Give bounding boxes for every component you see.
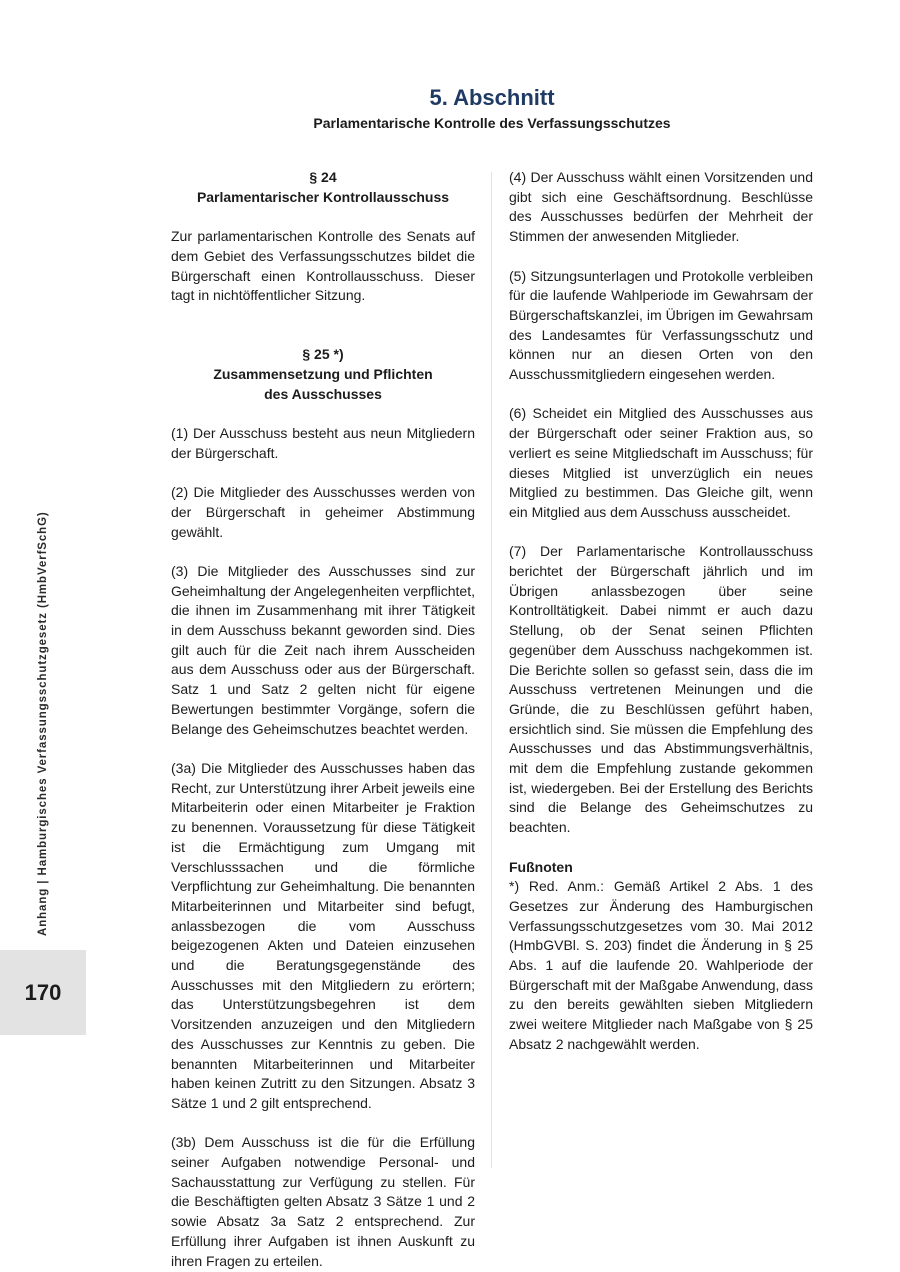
paragraph-3a: (3a) Die Mitglieder des Ausschusses haben das Recht, zur Unterstützung ihrer Arbeit jeweils eine Mitarbeiterin oder einen Mitarbeiter je Fraktion zu benennen. Voraussetzung für diese Tätigkeit ist die Ermächtigung zum Umgang mit Verschlusssachen und die förmliche Verpflichtung zur Geheimhaltung. Die benannten Mitarbeiterinnen und Mitarbeiter sind befugt, anlassbezogen die vom Ausschuss beigezogenen Akten und Dateien einzusehen und die Beratungsgegenstände des Ausschusses mit den Mitgliedern zu erörtern; das Unterstützungsbegehren ist dem Vorsitzenden anzuzeigen und den Mitgliedern des Ausschusses zur Kenntnis zu geben. Die benannten Mitarbeiterinnen und Mitarbeiter haben keinen Zutritt zu den Sitzungen. Absatz 3 Sätze 1 und 2 gilt entsprechend. <box>171 759 475 1111</box>
section-number: 5. Abschnitt <box>429 85 555 110</box>
section-title: Parlamentarische Kontrolle des Verfassungsschutzes <box>313 115 671 131</box>
page-number-box <box>0 950 86 1035</box>
section-25-heading <box>171 345 475 404</box>
section-24-heading <box>171 168 475 207</box>
right-column <box>509 168 813 1055</box>
spacer <box>171 326 475 346</box>
section-25-title-line-1: Zusammensetzung und Pflichten <box>213 365 433 382</box>
paragraph-4: (4) Der Ausschuss wählt einen Vorsitzenden und gibt sich eine Geschäftsordnung. Beschlüsse des Ausschusses bedürfen der Mehrheit der Stimmen der anwesenden Mitglieder. <box>509 169 813 245</box>
section-24-number: § 24 <box>309 169 337 185</box>
running-title: Anhang | Hamburgisches Verfassungsschutzgesetz (HmbVerfSchG) <box>37 511 49 936</box>
paragraph-6: (6) Scheidet ein Mitglied des Ausschusses aus der Bürgerschaft oder seiner Fraktion aus, so verliert es seine Mitgliedschaft im Ausschuss; für dieses Mitglied ist unverzüglich ein neues Mitglied zu bestimmen. Das Gleiche gilt, wenn ein Mitglied aus dem Ausschuss ausscheidet. <box>509 405 813 520</box>
column-divider <box>491 172 492 1168</box>
paragraph-3: (3) Die Mitglieder des Ausschusses sind zur Geheimhaltung der Angelegenheiten verpflichtet, die ihnen im Zusammenhang mit ihrer Tätigkeit in dem Ausschuss bekannt geworden sind. Dies gilt auch für die Zeit nach ihrem Ausscheiden aus dem Ausschuss oder aus der Bürgerschaft. Satz 1 und Satz 2 gelten nicht für eigene Bewertungen bestimmter Vorgänge, sofern die Belange des Geheimschutzes beachtet werden. <box>171 562 475 737</box>
paragraph-7: (7) Der Parlamentarische Kontrollausschuss berichtet der Bürgerschaft jährlich und im Übrigen anlassbezogen über seine Kontrolltätigkeit. Dabei nimmt er auch dazu Stellung, ob der Senat seinen Pflichten gegenüber dem Ausschuss nachgekommen ist. Die Berichte sollen so gefasst sein, dass die im Ausschuss vertretenen Meinungen und die Gründe, die zu Beschlüssen geführt haben, ersichtlich sind. Sie müssen die Empfehlung des Ausschusses und das Abstimmungsverhältnis, mit dem die Empfehlung zustande gekommen ist, wiedergeben. Bei der Erstellung des Berichts sind die Belange des Geheimschutzes zu beachten. <box>509 543 813 836</box>
paragraph-5: (5) Sitzungsunterlagen und Protokolle verbleiben für die laufende Wahlperiode im Gewahrsam der Bürgerschaftskanzlei, im Übrigen im Gewahrsam des Landesamtes für Verfassungsschutz und können nur an diesen Orten von den Ausschussmitgliedern eingesehen werden. <box>509 267 813 383</box>
paragraph-2: (2) Die Mitglieder des Ausschusses werden von der Bürgerschaft in geheimer Abstimmung gewählt. <box>171 484 475 540</box>
section-24-text: Zur parlamentarischen Kontrolle des Senats auf dem Gebiet des Verfassungsschutzes bildet die Bürgerschaft einen Kontrollausschuss. Dieser tagt in nichtöffentlicher Sitzung. <box>171 228 475 304</box>
footnote-text: *) Red. Anm.: Gemäß Artikel 2 Abs. 1 des Gesetzes zur Änderung des Hamburgischen Verfassungsschutzgesetzes vom 30. Mai 2012 (HmbGVBl. S. 203) findet die Änderung in § 25 Abs. 1 auf die laufende 20. Wahlperiode der Bürgerschaft mit der Maßgabe Anwendung, dass zu den bereits gewählten sieben Mitgliedern zwei weitere Mitglieder nach Maßgabe von § 25 Absatz 2 nachgewählt werden. <box>509 878 813 1052</box>
left-column <box>171 168 475 1271</box>
page-number: 170 <box>24 979 62 1005</box>
section-25-number: § 25 *) <box>302 346 344 363</box>
footnotes-title: Fußnoten <box>509 858 573 875</box>
section-24-title: Parlamentarischer Kontrollausschuss <box>196 188 450 205</box>
paragraph-1: (1) Der Ausschuss besteht aus neun Mitgliedern der Bürgerschaft. <box>171 425 475 461</box>
section-25-title-line-2: des Ausschusses <box>264 385 382 402</box>
paragraph-3b: (3b) Dem Ausschuss ist die für die Erfüllung seiner Aufgaben notwendige Personal- und Sachausstattung zur Verfügung zu stellen. Für die Beschäftigten gelten Absatz 3 Sätze 1 und 2 sowie Absatz 3a Satz 2 entsprechend. Zur Erfüllung ihrer Aufgaben ist ihnen Auskunft zu ihren Fragen zu erteilen. <box>171 1134 475 1269</box>
section-header <box>171 84 813 133</box>
